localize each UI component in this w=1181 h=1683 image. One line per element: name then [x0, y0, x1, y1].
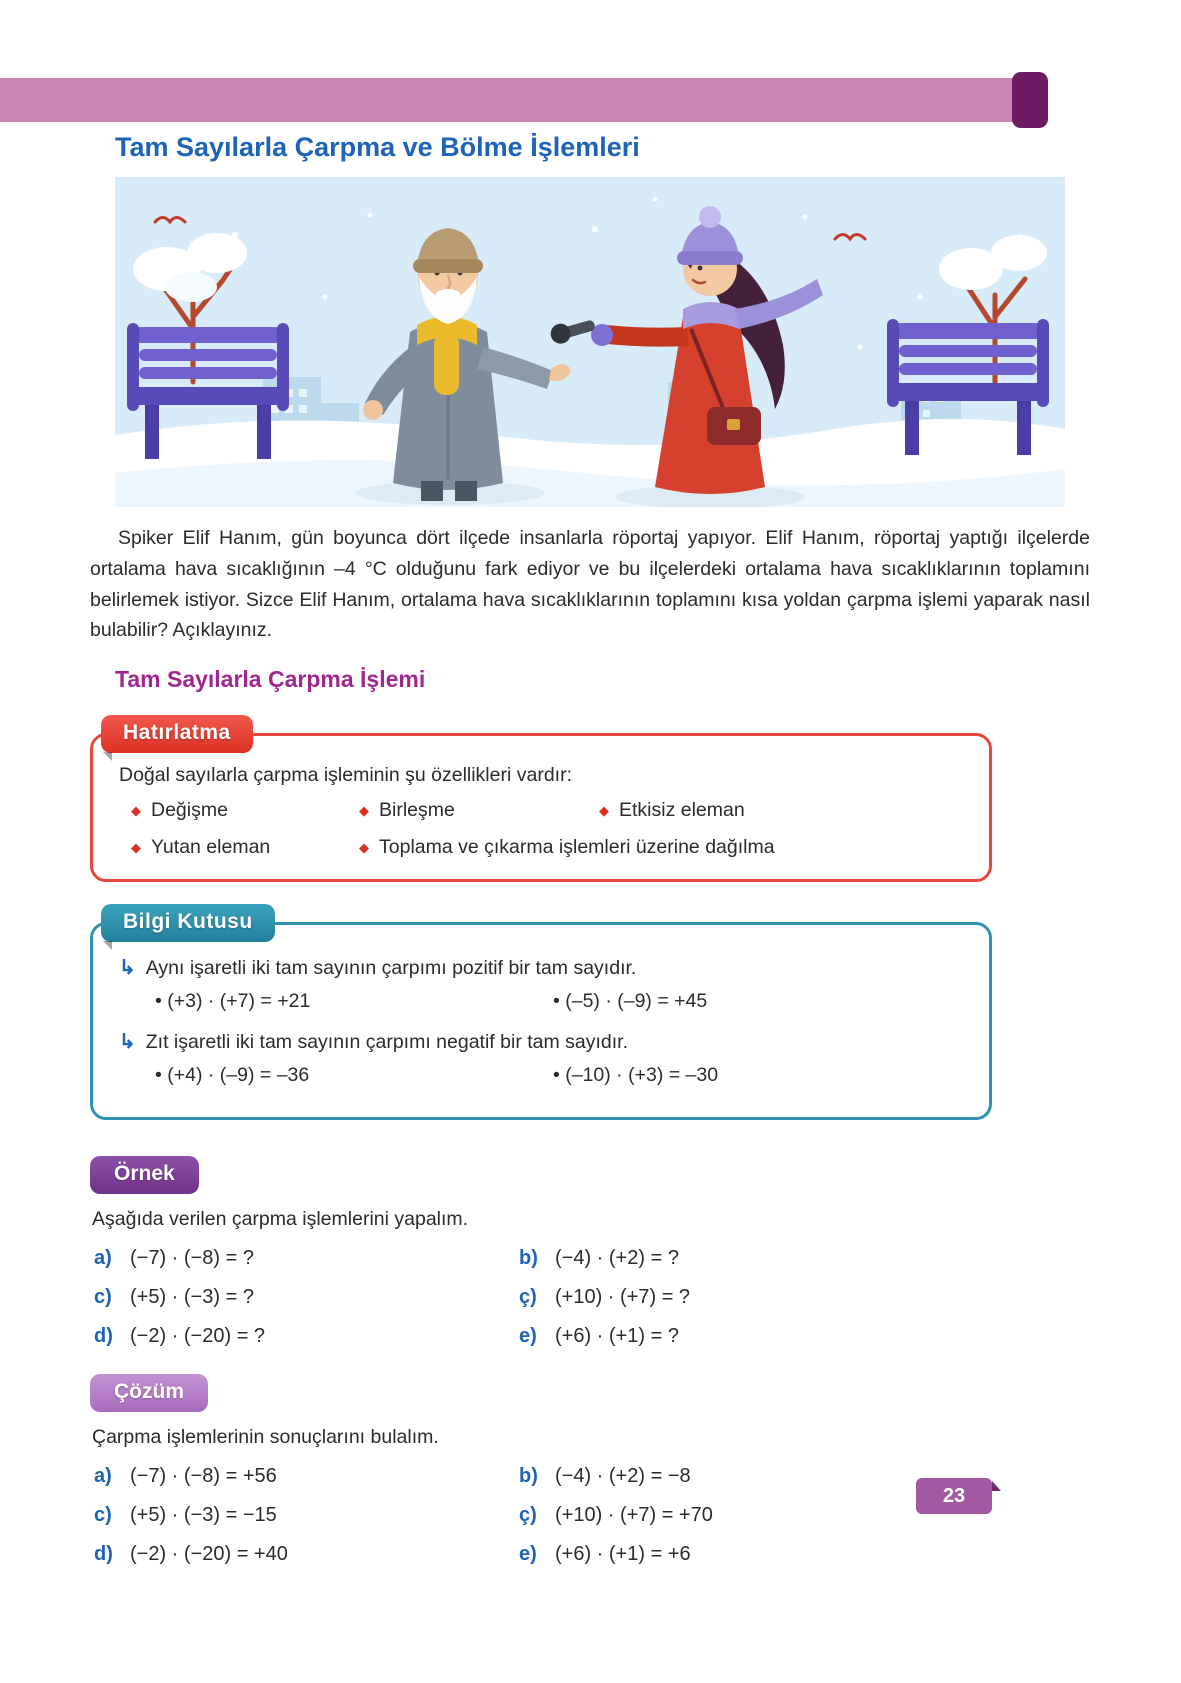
- item-expression: (+10) · (+7) = +70: [555, 1504, 713, 1527]
- intro-paragraph: Spiker Elif Hanım, gün boyunca dört ilçede insanlarla röportaj yapıyor. Elif Hanım, röportaj yaptığı ilçelerde ortalama hava sıcaklığının –4 °C olduğunu fark ediyor ve bu ilçelerdeki ortalama hava sıcaklıklarının toplamını belirlemek istiyor. Sizce Elif Hanım, ortalama hava sıcaklıklarının toplamını kısa yoldan çarpma işlemi yaparak nasıl bulabilir? Açıklayınız.: [90, 527, 1090, 642]
- item-expression: (+10) · (+7) = ?: [555, 1286, 691, 1309]
- section-subtitle: Tam Sayılarla Çarpma İşlemi: [115, 666, 426, 693]
- example-item: [519, 1247, 1095, 1270]
- example-item: [94, 1286, 519, 1309]
- item-expression: (−4) · (+2) = ?: [555, 1247, 679, 1270]
- diamond-bullet-icon: ◆: [131, 803, 141, 819]
- list-item-label: Birleşme: [379, 799, 455, 822]
- diamond-bullet-icon: ◆: [359, 840, 369, 856]
- rule-example: • (–10) · (+3) = –30: [553, 1064, 719, 1087]
- item-key: c): [94, 1286, 112, 1309]
- list-item-label: Toplama ve çıkarma işlemleri üzerine dağılma: [379, 836, 775, 859]
- rule-examples: [117, 990, 965, 1013]
- example-list: [94, 1247, 1095, 1348]
- solution-item: [94, 1504, 519, 1527]
- list-item: [131, 799, 359, 822]
- item-key: ç): [519, 1286, 537, 1309]
- rule-example: • (–5) · (–9) = +45: [553, 990, 708, 1013]
- item-key: b): [519, 1465, 538, 1488]
- item-key: a): [94, 1247, 112, 1270]
- info-rule: [119, 955, 965, 980]
- item-expression: (−7) · (−8) = +56: [130, 1465, 277, 1488]
- example-item: [94, 1325, 519, 1348]
- item-expression: (+6) · (+1) = ?: [555, 1325, 679, 1348]
- rule-example: • (+4) · (–9) = –36: [155, 1064, 310, 1087]
- item-key: c): [94, 1504, 112, 1527]
- example-item: [519, 1286, 1095, 1309]
- rule-text: Aynı işaretli iki tam sayının çarpımı pozitif bir tam sayıdır.: [145, 957, 637, 980]
- solution-item: [519, 1465, 1095, 1488]
- reminder-badge: Hatırlatma: [101, 715, 253, 753]
- winter-interview-illustration: [115, 177, 1065, 507]
- item-key: e): [519, 1543, 537, 1566]
- list-item: [131, 836, 359, 859]
- item-expression: (−7) · (−8) = ?: [130, 1247, 254, 1270]
- item-expression: (−2) · (−20) = +40: [130, 1543, 288, 1566]
- list-item: [599, 799, 965, 822]
- item-key: ç): [519, 1504, 537, 1527]
- arrow-icon: ↳: [119, 1031, 136, 1054]
- page-title: Tam Sayılarla Çarpma ve Bölme İşlemleri: [115, 132, 640, 162]
- reminder-intro: Doğal sayılarla çarpma işleminin şu özellikleri vardır:: [119, 764, 572, 787]
- rule-examples: [117, 1064, 965, 1087]
- item-expression: (+5) · (−3) = ?: [130, 1286, 254, 1309]
- solution-intro: Çarpma işlemlerinin sonuçlarını bulalım.: [92, 1426, 439, 1449]
- list-item-label: Yutan eleman: [151, 836, 271, 859]
- item-expression: (−4) · (+2) = −8: [555, 1465, 691, 1488]
- item-key: d): [94, 1543, 113, 1566]
- item-key: a): [94, 1465, 112, 1488]
- info-badge: Bilgi Kutusu: [101, 904, 275, 942]
- example-item: [94, 1247, 519, 1270]
- reminder-box: [90, 721, 992, 882]
- solution-item: [519, 1543, 1095, 1566]
- page-number: 23: [916, 1478, 992, 1514]
- example-badge: Örnek: [90, 1156, 199, 1194]
- item-key: b): [519, 1247, 538, 1270]
- rule-text: Zıt işaretli iki tam sayının çarpımı negatif bir tam sayıdır.: [145, 1031, 629, 1054]
- info-box: [90, 910, 992, 1120]
- item-expression: (+5) · (−3) = −15: [130, 1504, 277, 1527]
- list-item: [359, 799, 599, 822]
- arrow-icon: ↳: [119, 957, 136, 980]
- solution-item: [94, 1543, 519, 1566]
- list-item-label: Değişme: [151, 799, 228, 822]
- item-expression: (+6) · (+1) = +6: [555, 1543, 691, 1566]
- rule-example: • (+3) · (+7) = +21: [155, 990, 311, 1013]
- solution-badge: Çözüm: [90, 1374, 208, 1412]
- example-intro: Aşağıda verilen çarpma işlemlerini yapalım.: [92, 1208, 469, 1231]
- reminder-list: [117, 799, 965, 865]
- diamond-bullet-icon: ◆: [359, 803, 369, 819]
- illustration-svg: [115, 177, 1065, 507]
- item-key: e): [519, 1325, 537, 1348]
- diamond-bullet-icon: ◆: [599, 803, 609, 819]
- solution-item: [519, 1504, 1095, 1527]
- list-item: [359, 836, 965, 859]
- info-rule: [119, 1029, 965, 1054]
- solution-item: [94, 1465, 519, 1488]
- diamond-bullet-icon: ◆: [131, 840, 141, 856]
- example-item: [519, 1325, 1095, 1348]
- item-key: d): [94, 1325, 113, 1348]
- item-expression: (−2) · (−20) = ?: [130, 1325, 266, 1348]
- list-item-label: Etkisiz eleman: [619, 799, 745, 822]
